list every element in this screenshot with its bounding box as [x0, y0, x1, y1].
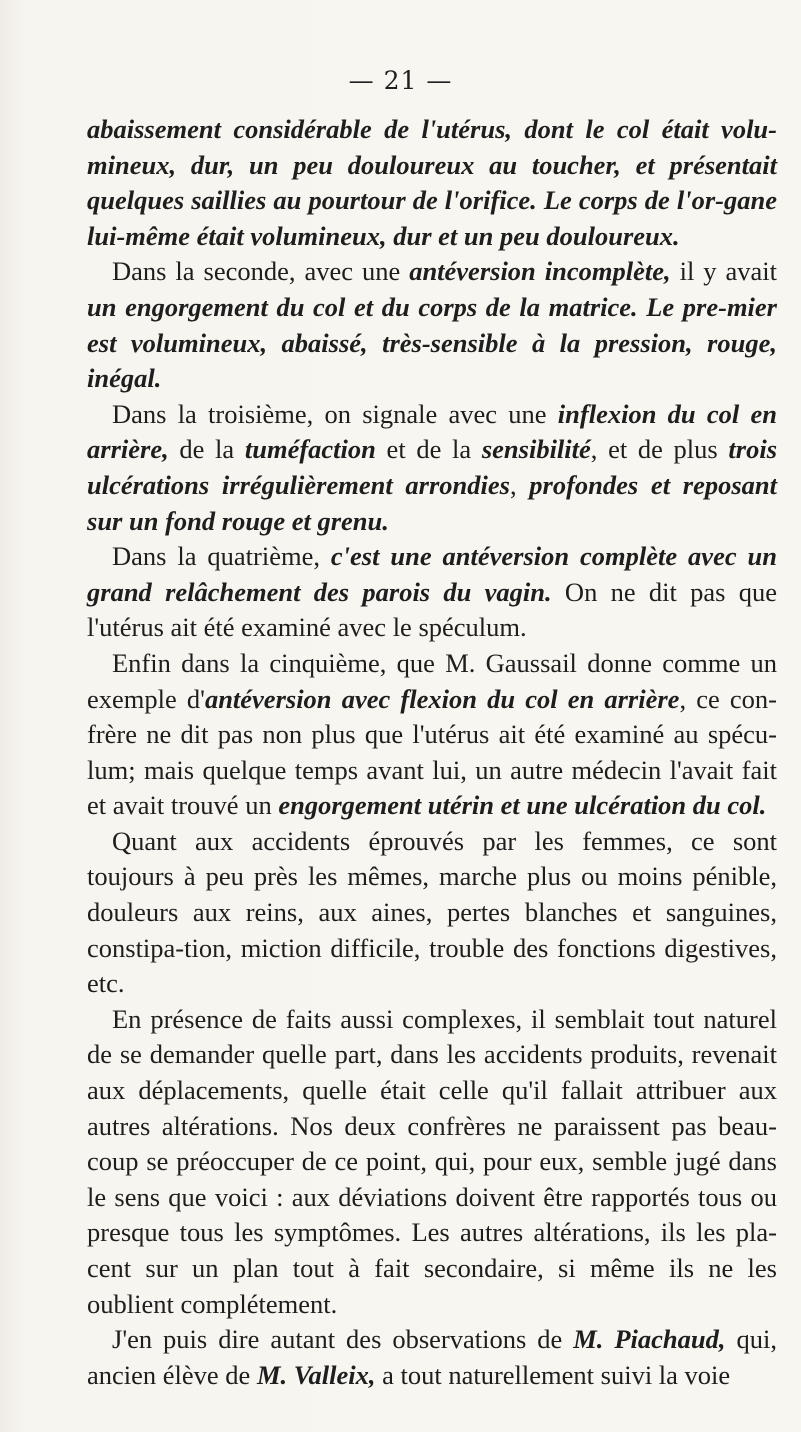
paragraph [87, 397, 777, 539]
paragraph [87, 112, 777, 254]
text-run: a tout naturellement suivi la voie [375, 1359, 731, 1390]
text-run: , et de plus [590, 434, 729, 465]
text-run: qui, ancien élève de [87, 1324, 777, 1390]
paragraph [87, 254, 777, 396]
text-run: J'en puis dire autant des observations de [112, 1324, 574, 1355]
text-run: Quant aux accidents éprouvés par les femmes, ce sont toujours à peu près les mêmes, marche plus ou moins pénible, douleurs aux reins, aux aines, pertes blanches et sanguines, constipa-tion, miction difficile, trouble des fonctions digestives, etc. [87, 825, 777, 999]
italic-text: profondes et reposant sur un fond rouge et grenu. [87, 469, 777, 536]
text-run: Dans la troisième, on signale avec une [112, 398, 558, 429]
italic-text: abaissement considérable de l'utérus, dont le col était volu-mineux, dur, un peu douloureux au toucher, et présentait quelques saillies au pourtour de l'orifice. Le corps de l'or-gane lui-même était volumineux, dur et un peu douloureux. [87, 114, 777, 251]
text-run: , [509, 469, 530, 500]
italic-text: antéversion incomplète, [409, 256, 671, 287]
paragraph [87, 539, 777, 646]
text-run: et de la [375, 434, 482, 465]
italic-text: M. Piachaud, [573, 1324, 726, 1355]
italic-text: sensibilité [481, 434, 591, 465]
text-run: de la [168, 434, 245, 465]
text-run: Dans la seconde, avec une [112, 256, 410, 287]
text-run: , ce con-frère ne dit pas non plus que l'utérus ait été examiné au spécu-lum; mais quelque temps avant lui, un autre médecin l'avait fait et avait trouvé un [87, 683, 777, 821]
text-run: il y avait [670, 256, 777, 287]
text-run: Enfin dans la cinquième, que M. Gaussail donne comme un exemple d' [87, 647, 777, 714]
italic-text: c'est une antéversion complète avec un grand relâchement des parois du vagin. [87, 541, 777, 607]
italic-text: M. Valleix, [256, 1359, 376, 1390]
paragraph [87, 1322, 777, 1393]
italic-text: engorgement utérin et une ulcération du col. [278, 790, 767, 821]
text-run: En présence de faits aussi complexes, il semblait tout naturel de se demander quelle part, dans les accidents produits, revenait aux déplacements, quelle était celle qu'il fallait attribuer aux autres altérations. Nos deux confrères ne paraissent pas beau-coup se préoccuper de ce point, qui, pour eux, semble jugé dans le sens que voici : aux déviations doivent être rapportés tous ou presque tous les symptômes. Les autres altérations, ils les pla-cent sur un plan tout à fait secondaire, si même ils ne les oublient complétement. [87, 1003, 777, 1319]
italic-text: antéversion avec flexion du col en arrière [204, 683, 680, 714]
text-run: On ne dit pas que l'utérus ait été examiné avec le spéculum. [87, 576, 778, 643]
italic-text: un engorgement du col et du corps de la matrice. Le pre-mier est volumineux, abaissé, très-sensible à la pression, rouge, inégal. [87, 291, 777, 394]
italic-text: trois ulcérations irrégulièrement arrondies [87, 434, 778, 500]
paragraph [87, 1002, 777, 1322]
text-run: Dans la quatrième, [112, 541, 331, 572]
italic-text: tuméfaction [244, 434, 376, 465]
paragraph [87, 646, 777, 824]
page-number: — 21 — [348, 66, 453, 95]
paragraph [87, 824, 777, 1002]
body-text [87, 112, 777, 1393]
italic-text: inflexion du col en arrière, [87, 398, 777, 465]
